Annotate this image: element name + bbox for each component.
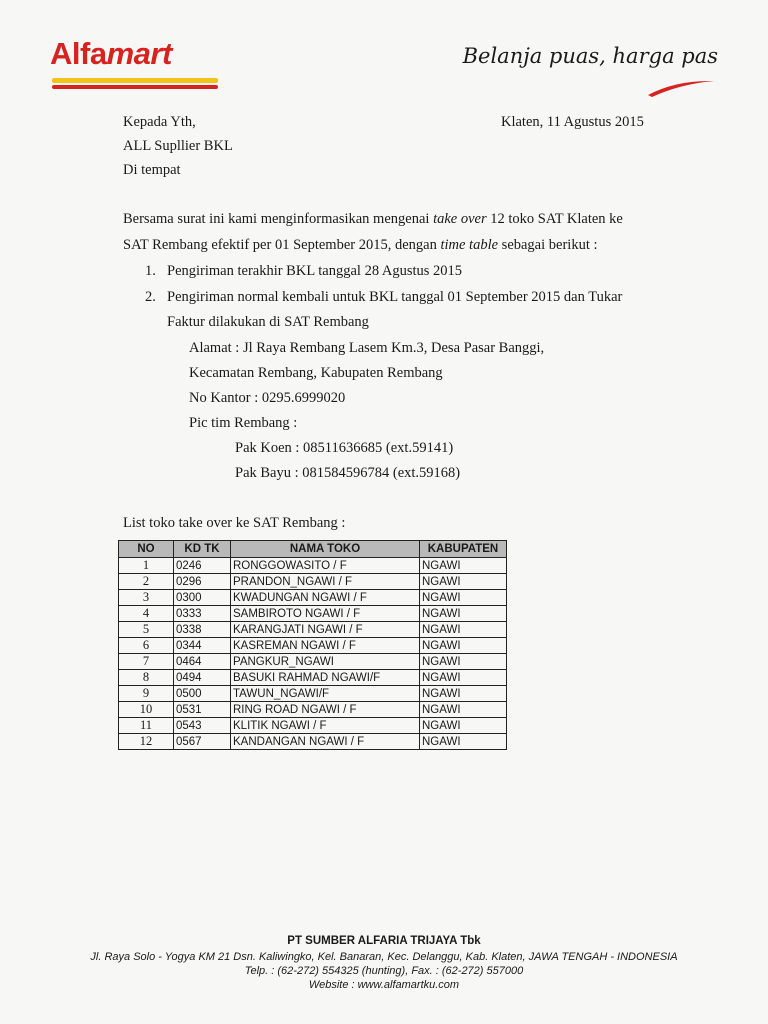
cell-nama-toko: PRANDON_NGAWI / F <box>231 574 420 590</box>
table-row <box>119 702 507 718</box>
recipient-line-1: Kepada Yth, <box>123 114 196 130</box>
cell-kd-tk: 0500 <box>174 686 231 702</box>
cell-kd-tk: 0567 <box>174 734 231 750</box>
cell-nama-toko: RONGGOWASITO / F <box>231 558 420 574</box>
cell-kabupaten: NGAWI <box>420 702 507 718</box>
cell-nama-toko: KLITIK NGAWI / F <box>231 718 420 734</box>
header-kd-tk: KD TK <box>174 541 231 558</box>
no-kantor: No Kantor : 0295.6999020 <box>189 390 346 406</box>
logo-yellow-stripe <box>52 78 218 83</box>
cell-nama-toko: RING ROAD NGAWI / F <box>231 702 420 718</box>
cell-no: 2 <box>119 574 174 590</box>
item-2-text-cont: Faktur dilakukan di SAT Rembang <box>167 314 369 330</box>
alfamart-logo <box>50 36 220 96</box>
cell-kd-tk: 0464 <box>174 654 231 670</box>
cell-kd-tk: 0246 <box>174 558 231 574</box>
item-2-text: Pengiriman normal kembali untuk BKL tanggal 01 September 2015 dan Tukar <box>167 289 623 305</box>
cell-kabupaten: NGAWI <box>420 654 507 670</box>
cell-no: 5 <box>119 622 174 638</box>
header-nama-toko: NAMA TOKO <box>231 541 420 558</box>
footer-company: PT SUMBER ALFARIA TRIJAYA Tbk <box>287 935 481 947</box>
cell-nama-toko: BASUKI RAHMAD NGAWI/F <box>231 670 420 686</box>
logo-red-stripe <box>52 85 218 89</box>
cell-no: 1 <box>119 558 174 574</box>
cell-nama-toko: KASREMAN NGAWI / F <box>231 638 420 654</box>
table-header-row <box>119 541 507 558</box>
footer-address: Jl. Raya Solo - Yogya KM 21 Dsn. Kaliwingko, Kel. Banaran, Kec. Delanggu, Kab. Klaten, JAWA TENGAH - INDONESIA <box>90 951 678 963</box>
logo-alfa-text: Alfa <box>50 36 107 71</box>
table-row <box>119 670 507 686</box>
cell-no: 10 <box>119 702 174 718</box>
pic-koen: Pak Koen : 08511636685 (ext.59141) <box>235 440 454 456</box>
cell-kabupaten: NGAWI <box>420 558 507 574</box>
pic-bayu: Pak Bayu : 081584596784 (ext.59168) <box>235 465 461 481</box>
cell-nama-toko: KARANGJATI NGAWI / F <box>231 622 420 638</box>
cell-kd-tk: 0531 <box>174 702 231 718</box>
cell-kabupaten: NGAWI <box>420 574 507 590</box>
cell-no: 4 <box>119 606 174 622</box>
cell-kd-tk: 0338 <box>174 622 231 638</box>
cell-no: 6 <box>119 638 174 654</box>
cell-kd-tk: 0344 <box>174 638 231 654</box>
alamat-line-2: Kecamatan Rembang, Kabupaten Rembang <box>189 365 443 381</box>
table-row <box>119 638 507 654</box>
item-1-number: 1. <box>145 263 156 279</box>
cell-kabupaten: NGAWI <box>420 590 507 606</box>
item-2-number: 2. <box>145 289 156 305</box>
cell-kd-tk: 0333 <box>174 606 231 622</box>
pic-title: Pic tim Rembang : <box>189 415 298 431</box>
list-title: List toko take over ke SAT Rembang : <box>123 515 346 531</box>
header-kabupaten: KABUPATEN <box>420 541 507 558</box>
table-row <box>119 718 507 734</box>
tagline: Belanja puas, harga pas <box>462 44 718 68</box>
cell-no: 3 <box>119 590 174 606</box>
swoosh-icon <box>646 78 716 98</box>
intro-line-2: SAT Rembang efektif per 01 September 2015, dengan time table sebagai berikut : <box>123 237 598 253</box>
cell-kd-tk: 0494 <box>174 670 231 686</box>
footer-website: Website : www.alfamartku.com <box>308 979 460 991</box>
cell-no: 12 <box>119 734 174 750</box>
table-row <box>119 622 507 638</box>
table-row <box>119 558 507 574</box>
store-table <box>118 540 507 750</box>
cell-no: 8 <box>119 670 174 686</box>
cell-nama-toko: SAMBIROTO NGAWI / F <box>231 606 420 622</box>
cell-kabupaten: NGAWI <box>420 606 507 622</box>
cell-kabupaten: NGAWI <box>420 622 507 638</box>
cell-nama-toko: TAWUN_NGAWI/F <box>231 686 420 702</box>
cell-nama-toko: PANGKUR_NGAWI <box>231 654 420 670</box>
cell-no: 9 <box>119 686 174 702</box>
cell-no: 7 <box>119 654 174 670</box>
table-row <box>119 574 507 590</box>
cell-kabupaten: NGAWI <box>420 670 507 686</box>
footer-phone: Telp. : (62-272) 554325 (hunting), Fax. : (62-272) 557000 <box>244 965 524 977</box>
item-1-text: Pengiriman terakhir BKL tanggal 28 Agustus 2015 <box>167 263 463 279</box>
cell-kabupaten: NGAWI <box>420 718 507 734</box>
recipient-line-3: Di tempat <box>123 162 181 178</box>
table-row <box>119 734 507 750</box>
logo-mart-text: mart <box>106 36 172 71</box>
recipient-line-2: ALL Supllier BKL <box>123 138 233 154</box>
table-body <box>119 558 507 750</box>
cell-kd-tk: 0543 <box>174 718 231 734</box>
table-row <box>119 654 507 670</box>
cell-nama-toko: KWADUNGAN NGAWI / F <box>231 590 420 606</box>
cell-kd-tk: 0300 <box>174 590 231 606</box>
cell-kabupaten: NGAWI <box>420 686 507 702</box>
cell-kabupaten: NGAWI <box>420 734 507 750</box>
cell-no: 11 <box>119 718 174 734</box>
alamat-line-1: Alamat : Jl Raya Rembang Lasem Km.3, Desa Pasar Banggi, <box>189 340 545 356</box>
intro-line-1: Bersama surat ini kami menginformasikan mengenai take over 12 toko SAT Klaten ke <box>123 211 623 227</box>
cell-nama-toko: KANDANGAN NGAWI / F <box>231 734 420 750</box>
header-no: NO <box>119 541 174 558</box>
table-row <box>119 606 507 622</box>
cell-kabupaten: NGAWI <box>420 638 507 654</box>
table-row <box>119 686 507 702</box>
cell-kd-tk: 0296 <box>174 574 231 590</box>
table-row <box>119 590 507 606</box>
place-date: Klaten, 11 Agustus 2015 <box>501 114 644 130</box>
